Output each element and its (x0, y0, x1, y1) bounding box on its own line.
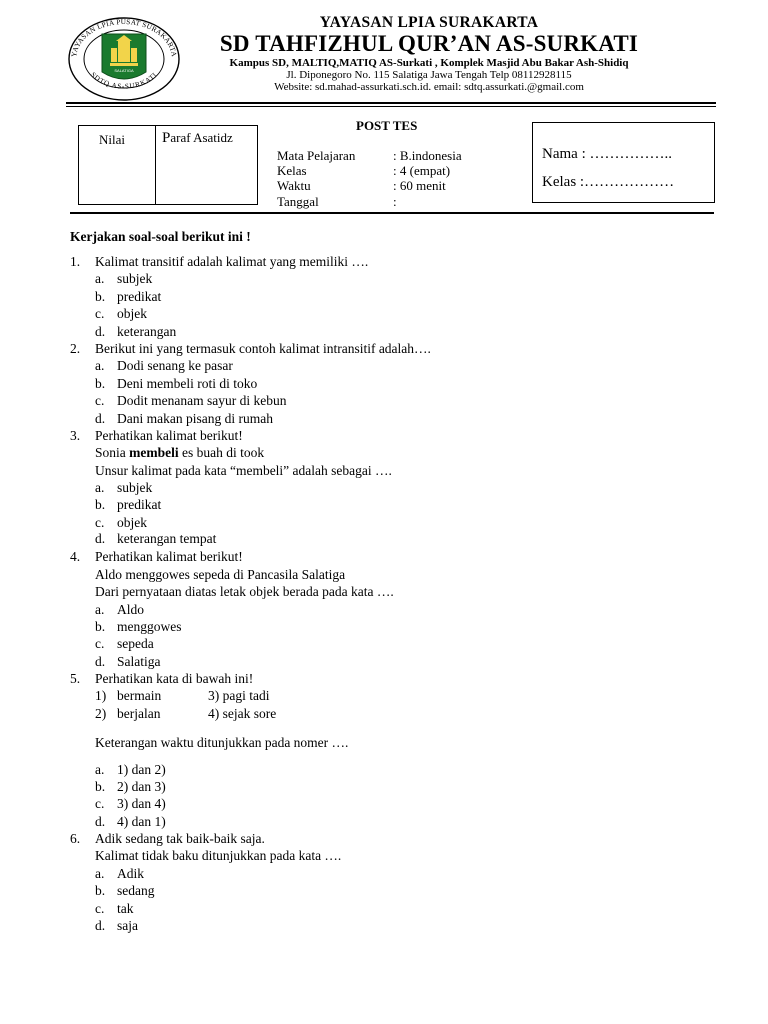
sentence-start: Sonia (95, 445, 130, 460)
item-number: 2) (95, 706, 107, 721)
option-text: predikat (117, 289, 162, 304)
option-text: Salatiga (117, 654, 161, 669)
option-text: 4) dan 1) (117, 814, 166, 829)
option-letter: b. (95, 497, 106, 512)
option-text: Aldo (117, 602, 144, 617)
option-text: sepeda (117, 636, 154, 651)
option-letter: d. (95, 324, 106, 339)
item-text-col2: 4) sejak sore (208, 706, 277, 721)
question-text: Perhatikan kalimat berikut! (95, 428, 243, 443)
question-sentence: Aldo menggowes sepeda di Pancasila Salatiga (95, 567, 346, 582)
option-text: Deni membeli roti di toko (117, 376, 258, 391)
info-value-class: : 4 (empat) (393, 163, 451, 178)
info-label-subject: Mata Pelajaran (277, 148, 356, 163)
option-text: Dodi senang ke pasar (117, 358, 233, 373)
option-text: sedang (117, 883, 155, 898)
info-label-class: Kelas (277, 163, 307, 178)
option-letter: d. (95, 531, 106, 546)
option-text: objek (117, 515, 147, 530)
question-sentence (95, 445, 264, 461)
signature-label-initial: P (162, 130, 171, 146)
question-number: 1. (70, 254, 81, 269)
question-prompt: Unsur kalimat pada kata “membeli” adalah sebagai …. (95, 463, 392, 478)
signature-label-rest: araf Asatidz (170, 130, 233, 145)
website-line: Website: sd.mahad-assurkati.sch.id. email: sdtq.assurkati.@gmail.com (274, 81, 584, 93)
question-number: 3. (70, 428, 81, 443)
logo-arc-bottom: SDTQ AS-SURKATI (88, 70, 159, 91)
item-text: berjalan (117, 706, 161, 721)
option-letter: d. (95, 411, 106, 426)
option-text: Adik (117, 866, 144, 881)
option-letter: b. (95, 883, 106, 898)
question-text: Berikut ini yang termasuk contoh kalimat intransitif adalah…. (95, 341, 431, 356)
option-text: subjek (117, 271, 153, 286)
sentence-end: es buah di took (178, 445, 265, 460)
option-text: menggowes (117, 619, 182, 634)
question-prompt: Kalimat tidak baku ditunjukkan pada kata …. (95, 848, 342, 863)
question-text: Perhatikan kata di bawah ini! (95, 671, 254, 686)
info-value-time: : 60 menit (393, 178, 446, 193)
option-text: Dodit menanam sayur di kebun (117, 393, 287, 408)
student-class-field[interactable]: Kelas :……………… (542, 174, 675, 190)
info-value-date: : (393, 194, 397, 209)
item-number: 1) (95, 688, 107, 703)
item-text-col2: 3) pagi tadi (208, 688, 270, 703)
header-rule-thin (66, 106, 716, 107)
instruction: Kerjakan soal-soal berikut ini ! (70, 229, 251, 244)
option-letter: c. (95, 393, 105, 408)
info-value-subject: : B.indonesia (393, 148, 462, 163)
logo-arc-top: YAYASAN LPIA PUSAT SURAKARTA (70, 17, 178, 58)
option-text: objek (117, 306, 147, 321)
question-number: 6. (70, 831, 81, 846)
question-number: 5. (70, 671, 81, 686)
option-letter: b. (95, 376, 106, 391)
student-name-field[interactable]: Nama : …………….. (542, 146, 672, 162)
option-letter: c. (95, 901, 105, 916)
header-rule-thick (66, 102, 716, 104)
school-name: SD TAHFIZHUL QUR’AN AS-SURKATI (219, 31, 639, 56)
signature-label (162, 130, 233, 147)
option-letter: a. (95, 762, 105, 777)
question-number: 2. (70, 341, 81, 356)
option-text: tak (117, 901, 134, 916)
grade-label: Nilai (99, 132, 125, 147)
option-text: saja (117, 918, 138, 933)
option-letter: b. (95, 289, 106, 304)
section-rule (70, 212, 714, 214)
info-label-time: Waktu (277, 178, 311, 193)
question-prompt: Keterangan waktu ditunjukkan pada nomer …. (95, 735, 349, 750)
option-text: Dani makan pisang di rumah (117, 411, 273, 426)
option-text: predikat (117, 497, 162, 512)
option-letter: c. (95, 796, 105, 811)
option-letter: b. (95, 619, 106, 634)
option-letter: d. (95, 918, 106, 933)
option-letter: b. (95, 779, 106, 794)
logo-caption: SALATIGA (114, 68, 134, 73)
option-letter: a. (95, 271, 105, 286)
option-text: 2) dan 3) (117, 779, 166, 794)
sentence-bold-word: membeli (129, 445, 179, 460)
foundation-name: YAYASAN LPIA SURAKARTA (319, 14, 539, 31)
option-letter: a. (95, 866, 105, 881)
question-number: 4. (70, 549, 81, 564)
option-letter: d. (95, 654, 106, 669)
option-letter: a. (95, 480, 105, 495)
item-text: bermain (117, 688, 162, 703)
option-text: 3) dan 4) (117, 796, 166, 811)
option-letter: d. (95, 814, 106, 829)
question-text: Perhatikan kalimat berikut! (95, 549, 243, 564)
option-letter: a. (95, 358, 105, 373)
question-prompt: Dari pernyataan diatas letak objek berada pada kata …. (95, 584, 394, 599)
info-label-date: Tanggal (277, 194, 319, 209)
question-text: Kalimat transitif adalah kalimat yang memiliki …. (95, 254, 369, 269)
option-letter: a. (95, 602, 105, 617)
option-text: subjek (117, 480, 153, 495)
campus-line: Kampus SD, MALTIQ,MATIQ AS-Surkati , Komplek Masjid Abu Bakar Ash-Shidiq (229, 57, 629, 69)
option-letter: c. (95, 306, 105, 321)
option-letter: c. (95, 515, 105, 530)
option-text: 1) dan 2) (117, 762, 166, 777)
option-text: keterangan tempat (117, 531, 217, 546)
address-line: Jl. Diponegoro No. 115 Salatiga Jawa Tengah Telp 08112928115 (286, 69, 572, 81)
grade-box-divider (155, 126, 156, 204)
option-letter: c. (95, 636, 105, 651)
test-title: POST TES (356, 118, 418, 133)
school-logo (66, 16, 182, 102)
question-text: Adik sedang tak baik-baik saja. (95, 831, 265, 846)
option-text: keterangan (117, 324, 177, 339)
